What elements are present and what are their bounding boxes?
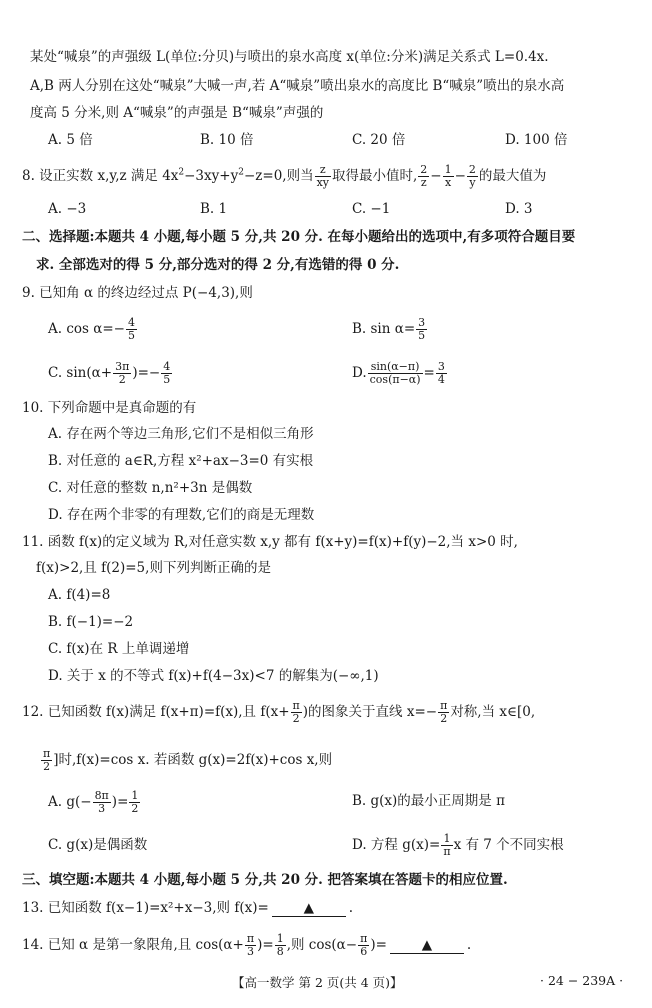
q8-stem-c: −z=0,则当 <box>243 168 314 184</box>
q7-option-a: A. 5 倍 <box>48 132 93 148</box>
q8-option-b: B. 1 <box>200 201 228 217</box>
q7-line2: A,B 两人分别在这处“喊泉”大喊一声,若 A“喊泉”喷出泉水的高度比 B“喊泉”喷出的泉水高 <box>30 78 565 94</box>
q14-answer-blank[interactable]: ▲ <box>390 937 464 954</box>
q11-option-c: C. f(x)在 R 上单调递增 <box>48 641 190 657</box>
q12-option-d: D. 方程 g(x)= $\frac{1}{\pi}$ x 有 7 个不同实根 <box>352 832 564 858</box>
q12-line1: 12. 已知函数 f(x)满足 f(x+π)=f(x),且 f(x+ $\frac{\pi}{2}$ )的图象关于直线 x=− $\frac{\pi}{2}$ 对称,当 x∈[0, <box>22 699 536 725</box>
q8-stem <box>22 164 546 189</box>
q8-stem-b: −3xy+y <box>184 168 239 184</box>
q9-option-c: C. sin(α+ $\frac{3\pi}{2}$ )=− $\frac{4}{5}$ <box>48 360 171 386</box>
q11-line2: f(x)>2,且 f(2)=5,则下列判断正确的是 <box>36 560 271 576</box>
footer-code: · 24 − 239A · <box>540 973 624 988</box>
q10-option-d: D. 存在两个非零的有理数,它们的商是无理数 <box>48 507 315 523</box>
q8-minus-1: − <box>430 168 442 184</box>
q8-frac-1-x: $\frac{1}{x}$ <box>444 163 452 189</box>
q10-option-a: A. 存在两个等边三角形,它们不是相似三角形 <box>48 426 314 442</box>
q9-stem: 9. 已知角 α 的终边经过点 P(−4,3),则 <box>22 285 253 301</box>
section2-heading-line2: 求. 全部选对的得 5 分,部分选对的得 2 分,有选错的得 0 分. <box>36 257 400 273</box>
q8-sup-1: 2 <box>178 167 185 178</box>
q11-option-b: B. f(−1)=−2 <box>48 614 134 630</box>
q8-frac-2-z: $\frac{2}{z}$ <box>420 163 428 189</box>
q7-option-d: D. 100 倍 <box>505 132 568 148</box>
q7-option-b: B. 10 倍 <box>200 132 254 148</box>
q8-option-d: D. 3 <box>505 201 533 217</box>
q7-option-c: C. 20 倍 <box>352 132 406 148</box>
q10-option-c: C. 对任意的整数 n,n²+3n 是偶数 <box>48 480 253 496</box>
q8-option-c: C. −1 <box>352 201 391 217</box>
q11-line1: 11. 函数 f(x)的定义域为 R,对任意实数 x,y 都有 f(x+y)=f(x)+f(y)−2,当 x>0 时, <box>22 534 518 550</box>
q8-stem-a: 8. 设正实数 x,y,z 满足 4x <box>22 168 179 184</box>
footer-page-info: 【高一数学 第 2 页(共 4 页)】 <box>232 975 403 990</box>
q9-option-b: B. sin α= $\frac{3}{5}$ <box>352 316 426 342</box>
q11-option-a: A. f(4)=8 <box>48 587 111 603</box>
q8-stem-d: 取得最小值时, <box>332 168 418 184</box>
q8-stem-e: 的最大值为 <box>478 168 547 184</box>
section3-heading: 三、填空题:本题共 4 小题,每小题 5 分,共 20 分. 把答案填在答题卡的相应位置. <box>22 872 508 888</box>
q8-frac-2-y: $\frac{2}{y}$ <box>468 163 476 189</box>
q10-option-b: B. 对任意的 a∈R,方程 x²+ax−3=0 有实根 <box>48 453 314 469</box>
q9-option-d: D. $\frac{\sin(\alpha-\pi)}{\cos(\pi-\alpha)}$ = $\frac{3}{4}$ <box>352 360 445 386</box>
q12-option-a: A. g(− $\frac{8\pi}{3}$ )= $\frac{1}{2}$ <box>48 789 139 815</box>
q8-frac-z-xy: $\frac{z}{xy}$ <box>316 163 329 189</box>
q7-line3: 度高 5 分米,则 A“喊泉”的声强是 B“喊泉”声强的 <box>30 105 324 121</box>
q10-stem: 10. 下列命题中是真命题的有 <box>22 400 197 416</box>
q8-option-a: A. −3 <box>48 201 87 217</box>
q13-answer-blank[interactable]: ▲ <box>272 900 346 917</box>
q8-minus-2: − <box>454 168 466 184</box>
q12-option-b: B. g(x)的最小正周期是 π <box>352 793 505 809</box>
q13-stem: 13. 已知函数 f(x−1)=x²+x−3,则 f(x)= ▲ . <box>22 900 354 916</box>
q7-line1: 某处“喊泉”的声强级 L(单位:分贝)与喷出的泉水高度 x(单位:分米)满足关系式 L=0.4x. <box>30 49 549 65</box>
q8-sup-2: 2 <box>238 167 244 178</box>
q11-option-d: D. 关于 x 的不等式 f(x)+f(4−3x)<7 的解集为(−∞,1) <box>48 668 379 684</box>
q12-option-c: C. g(x)是偶函数 <box>48 837 148 853</box>
section2-heading-line1: 二、选择题:本题共 4 小题,每小题 5 分,共 20 分. 在每小题给出的选项中,有多项符合题目要 <box>22 229 576 245</box>
q12-line2: $\frac{\pi}{2}$ ]时,f(x)=cos x. 若函数 g(x)=2f(x)+cos x,则 <box>43 747 333 773</box>
q9-option-a: A. cos α=− $\frac{4}{5}$ <box>48 316 135 342</box>
q14-stem: 14. 已知 α 是第一象限角,且 cos(α+ $\frac{\pi}{3}$ )= $\frac{1}{8}$ ,则 cos(α− $\frac{\pi}{6}$ )= ▲ . <box>22 932 472 958</box>
